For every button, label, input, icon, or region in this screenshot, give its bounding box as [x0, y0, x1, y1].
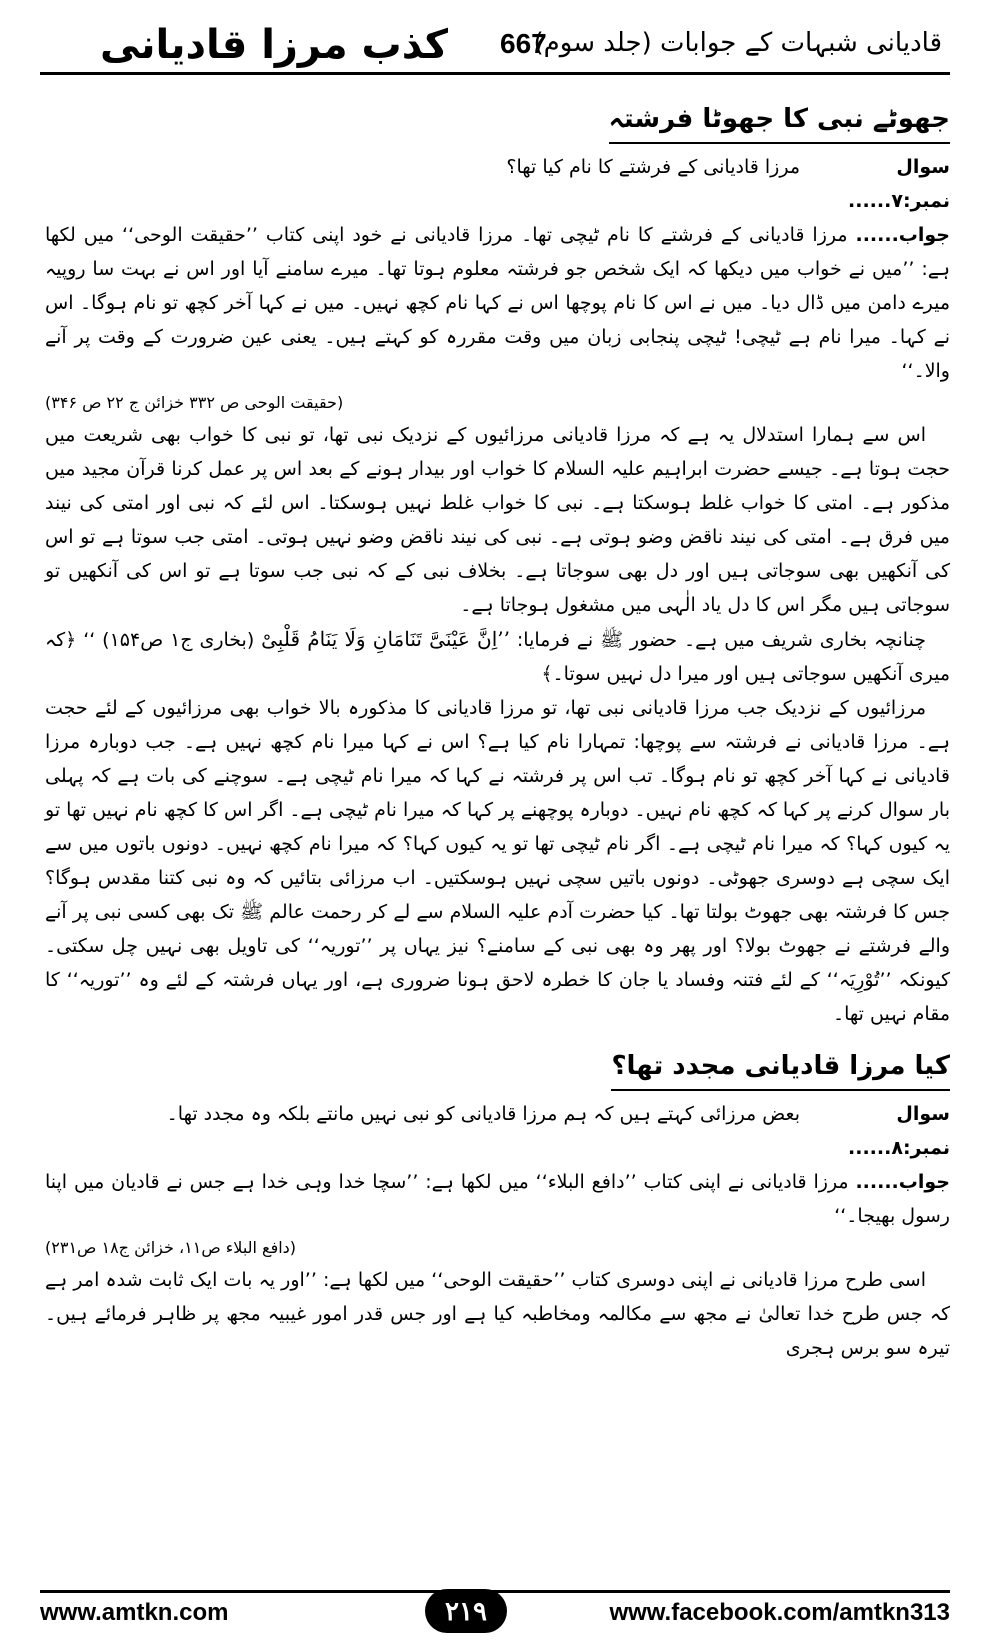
reference: (حقیقت الوحی ص ۳۳۲ خزائن ج ۲۲ ص ۳۴۶) [45, 393, 344, 412]
question-label: سوال نمبر:۷...... [848, 156, 950, 212]
hadith-translation: ‘‘ ﴿کہ میری آنکھیں سوجاتی ہیں اور میرا دل نہیں سوتا۔﴾ [45, 629, 950, 685]
facebook-link[interactable]: www.facebook.com/amtkn313 [609, 1599, 950, 1626]
body-paragraph: مرزائیوں کے نزدیک جب مرزا قادیانی نبی تھا، تو مرزا قادیانی کا مذکورہ بالا خواب بھی مرزائیوں کے لئے حجت ہے۔ مرزا قادیانی نے فرشتہ سے پوچھا: تمہارا نام کیا ہے؟ اس نے کہا میرا نام کچھ نہیں ہے۔ جب دوبارہ مرزا قادیانی نے کہا آخر کچھ تو نام ہوگا۔ تب اس پر فرشتہ نے کہا کہ میرا نام ٹیچی ہے۔ سوچنے کی بات ہے کہ پہلی بار سوال کرنے پر کہا کہ کچھ نام نہیں۔ دوبارہ پوچھنے پر کہا کہ میرا نام ٹیچی ہے۔ اگر اس کا کچھ نام نہیں تھا تو یہ کیوں کہا؟ کہ میرا نام ٹیچی ہے۔ اگر نام ٹیچی تھا تو یہ کیوں کہا؟ کہ میرا نام کچھ نہیں۔ دونوں باتوں میں سے ایک سچی ہے دوسری جھوٹی۔ دونوں باتیں سچی نہیں ہوسکتیں۔ اب مرزائی بتائیں کہ وہ نبی کتنا مقدس ہوگا؟ جس کا فرشتہ بھی جھوٹ بولتا تھا۔ کیا حضرت آدم علیہ السلام سے لے کر رحمت عالم ﷺ تک بھی کسی نبی پر آنے والے فرشتے نے جھوٹ بولا؟ اور پھر وہ بھی نبی کے سامنے؟ نیز یہاں پر ’’توریہ‘‘ کی تاویل بھی نہیں چل سکتی۔ کیونکہ ’’تُوْرِیَہ‘‘ کے لئے فتنہ وفساد یا جان کا خطرہ لاحق ہونا ضروری ہے، اور یہاں فرشتہ کے لئے وہ ’’توریہ‘‘ کا مقام نہیں تھا۔ [45, 697, 950, 1025]
answer-text: مرزا قادیانی نے اپنی کتاب ’’دافع البلاء‘‘ میں لکھا ہے: ’’سچا خدا وہی خدا ہے جس نے قادیان میں اپنا رسول بھیجا۔‘‘ [45, 1171, 950, 1227]
question-row [45, 1097, 950, 1165]
hadith-paragraph [45, 622, 950, 691]
answer-paragraph [45, 1165, 950, 1233]
answer-label: جواب...... [855, 1171, 950, 1193]
hadith-reference: (بخاری ج۱ ص۱۵۴) [102, 629, 255, 651]
reference: (دافع البلاء ص۱۱، خزائن ج۱۸ ص۲۳۱) [45, 1238, 297, 1257]
hadith-arabic: ’’اِنَّ عَیْنَیَّ تَنَامَانِ وَلَا یَنَامُ قَلْبِیْ [261, 627, 510, 651]
series-brand: کذب مرزا قادیانی [100, 22, 449, 68]
question-row [45, 150, 950, 218]
website-link[interactable]: www.amtkn.com [40, 1599, 229, 1626]
question-label: سوال نمبر:۸...... [848, 1103, 950, 1159]
page-content [45, 94, 950, 1365]
page-footer [40, 1590, 950, 1639]
answer-text: مرزا قادیانی کے فرشتے کا نام ٹیچی تھا۔ مرزا قادیانی نے خود اپنی کتاب ’’حقیقت الوحی‘‘ میں لکھا ہے: ’’میں نے خواب میں دیکھا کہ ایک شخص جو فرشتہ معلوم ہوتا تھا۔ میرے سامنے آیا اور اس نے بہت سا روپیہ میرے دامن میں ڈال دیا۔ میں نے اس کا نام پوچھا اس نے کہا نام کچھ نہیں۔ میں نے کہا آخر کچھ تو نام ہوگا۔ اس نے کہا۔ میرا نام ہے ٹیچی! ٹیچی پنجابی زبان میں وقت مقررہ کو کہتے ہیں۔ یعنی عین ضرورت کے وقت پر آنے والا۔‘‘ [45, 224, 950, 382]
question-text: بعض مرزائی کہتے ہیں کہ ہم مرزا قادیانی کو نبی نہیں مانتے بلکہ وہ مجدد تھا۔ [166, 1103, 800, 1125]
page-header [40, 18, 950, 75]
section-heading: کیا مرزا قادیانی مجدد تھا؟ [611, 1045, 950, 1091]
book-title: قادیانی شبہات کے جوابات (جلد سوم) [533, 28, 942, 58]
question-text: مرزا قادیانی کے فرشتے کا نام کیا تھا؟ [506, 156, 800, 178]
footer-page-number: ۲۱۹ [425, 1589, 507, 1633]
body-paragraph: اسی طرح مرزا قادیانی نے اپنی دوسری کتاب ’’حقیقت الوحی‘‘ میں لکھا ہے: ’’اور یہ بات ایک ثابت شدہ امر ہے کہ جس طرح خدا تعالیٰ نے مجھ سے مکالمہ ومخاطبہ کیا ہے اور جس قدر امور غیبیہ مجھ پر ظاہر فرمائے ہیں۔ تیرہ سو برس ہجری [45, 1269, 950, 1359]
body-paragraph: اس سے ہمارا استدلال یہ ہے کہ مرزا قادیانی مرزائیوں کے نزدیک نبی تھا، تو نبی کا خواب بھی شریعت میں حجت ہوتا ہے۔ جیسے حضرت ابراہیم علیہ السلام کا خواب اور بیدار ہونے کے بعد اس پر عمل کرنا قرآن مجید میں مذکور ہے۔ امتی کا خواب غلط ہوسکتا ہے۔ نبی کا خواب غلط نہیں ہوسکتا۔ اس لئے کہ نبی اور امتی کی نیند میں فرق ہے۔ امتی کی نیند ناقض وضو ہوتی ہے۔ نبی کی نیند ناقض وضو نہیں ہوتی۔ امتی جب سوتا ہے تو اس کی آنکھیں بھی سوجاتی ہیں اور دل بھی سوجاتا ہے۔ بخلاف نبی کے کہ نبی جب سوتا ہے تو اس کی آنکھیں تو سوجاتی ہیں مگر اس کا دل یاد الٰہی میں مشغول ہوجاتا ہے۔ [45, 424, 950, 616]
hadith-intro: چنانچہ بخاری شریف میں ہے۔ حضور ﷺ نے فرمایا: [516, 629, 927, 651]
section-heading: جھوٹے نبی کا جھوٹا فرشتہ [609, 98, 950, 144]
header-page-number: 667 [500, 28, 547, 59]
answer-label: جواب...... [855, 224, 951, 246]
answer-paragraph [45, 218, 950, 388]
